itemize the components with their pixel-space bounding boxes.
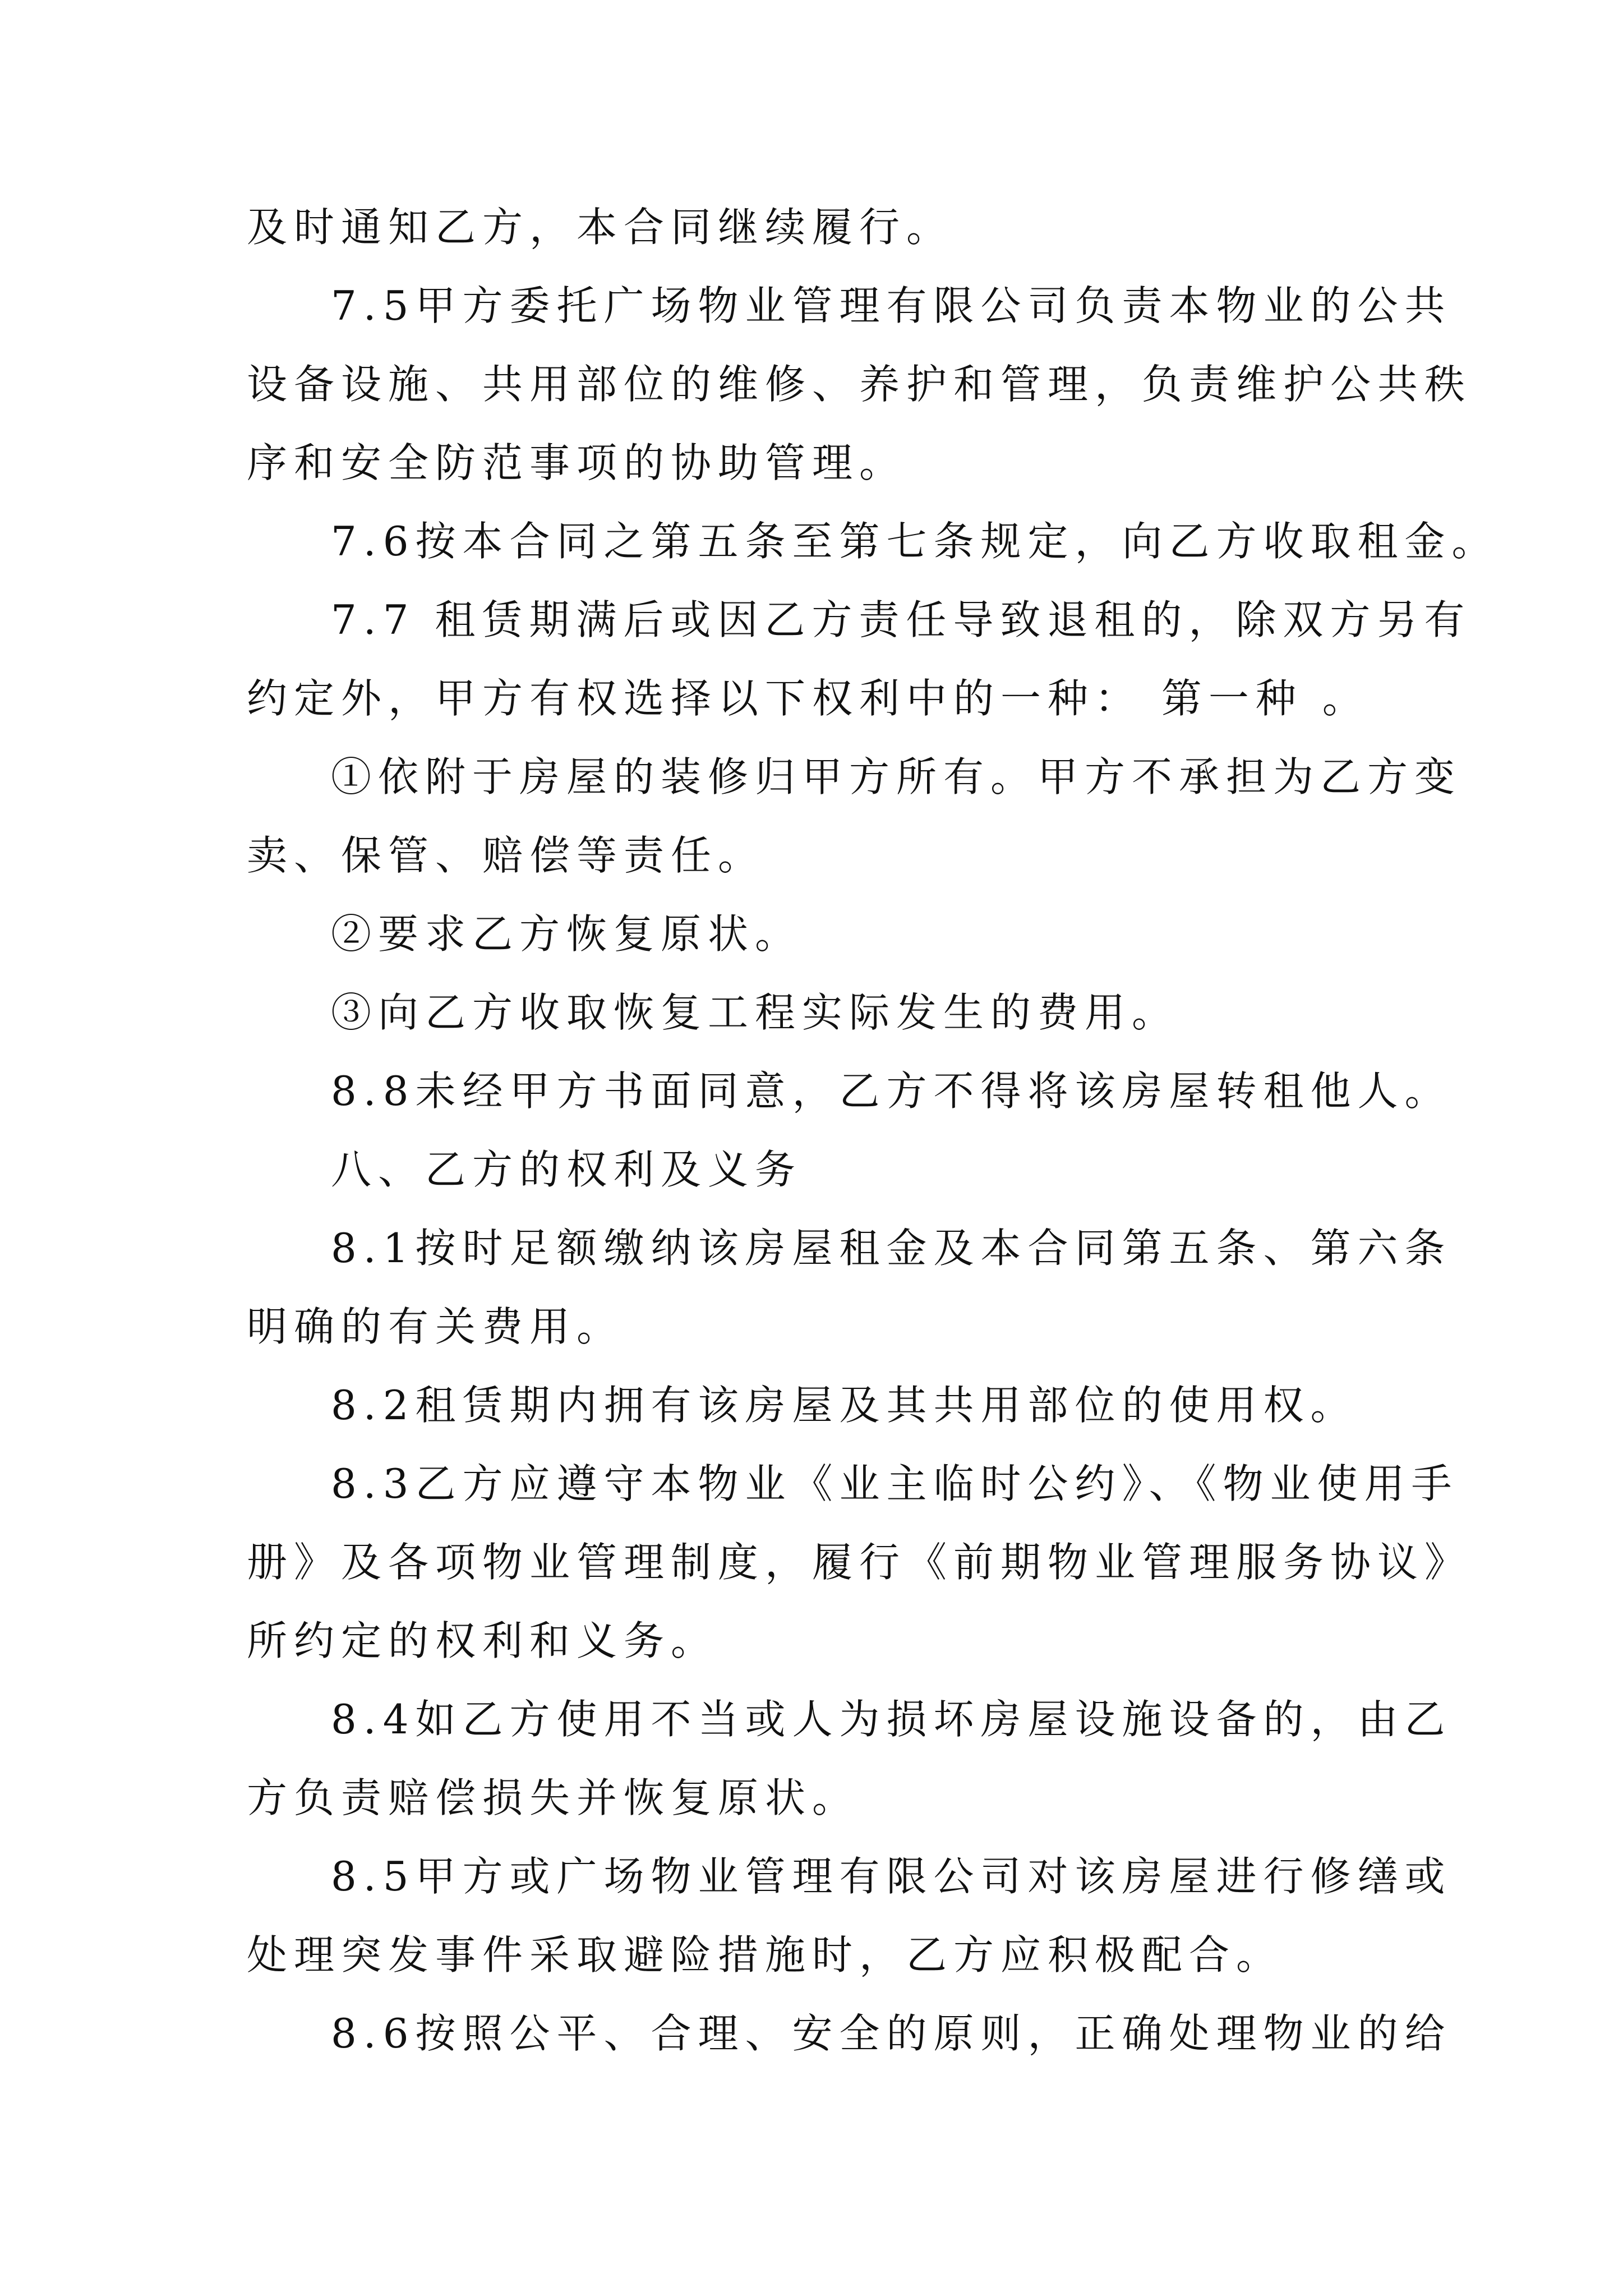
paragraph-line: 8.6按照公平、合理、安全的原则，正确处理物业的给: [331, 2010, 1452, 2057]
paragraph-line: 序和安全防范事项的协助管理。: [247, 439, 907, 486]
paragraph-line: 处理突发事件采取避险措施时，乙方应积极配合。: [247, 1931, 1284, 1978]
paragraph-line: ③向乙方收取恢复工程实际发生的费用。: [331, 989, 1179, 1036]
paragraph-line: 方负责赔偿损失并恢复原状。: [247, 1774, 860, 1821]
paragraph-line: 及时通知乙方，本合同继续履行。: [247, 204, 954, 251]
section-heading: 八、乙方的权利及义务: [331, 1146, 803, 1193]
paragraph-line: 7.6按本合同之第五条至第七条规定，向乙方收取租金。: [331, 518, 1499, 565]
paragraph-line: 8.4如乙方使用不当或人为损坏房屋设施设备的，由乙: [331, 1696, 1452, 1743]
paragraph-line: 8.1按时足额缴纳该房屋租金及本合同第五条、第六条: [331, 1225, 1452, 1272]
paragraph-line: 8.5甲方或广场物业管理有限公司对该房屋进行修缮或: [331, 1853, 1452, 1900]
paragraph-line: 8.8未经甲方书面同意，乙方不得将该房屋转租他人。: [331, 1068, 1452, 1115]
paragraph-line: 8.2租赁期内拥有该房屋及其共用部位的使用权。: [331, 1382, 1358, 1429]
paragraph-line: 约定外，甲方有权选择以下权利中的一种： 第一种 。: [247, 675, 1370, 722]
paragraph-line: 设备设施、共用部位的维修、养护和管理，负责维护公共秩: [247, 361, 1472, 408]
paragraph-line: 8.3乙方应遵守本物业《业主临时公约》、《物业使用手: [331, 1460, 1459, 1507]
paragraph-line: 7.5甲方委托广场物业管理有限公司负责本物业的公共: [331, 282, 1452, 329]
paragraph-line: 所约定的权利和义务。: [247, 1617, 718, 1664]
paragraph-line: 明确的有关费用。: [247, 1303, 624, 1350]
paragraph-line: 册》及各项物业管理制度，履行《前期物业管理服务协议》: [247, 1539, 1472, 1586]
paragraph-line: 卖、保管、赔偿等责任。: [247, 832, 766, 879]
paragraph-line: ②要求乙方恢复原状。: [331, 910, 803, 958]
paragraph-line: 7.7 租赁期满后或因乙方责任导致退租的，除双方另有: [331, 596, 1472, 643]
paragraph-line: ①依附于房屋的装修归甲方所有。甲方不承担为乙方变: [331, 753, 1462, 800]
